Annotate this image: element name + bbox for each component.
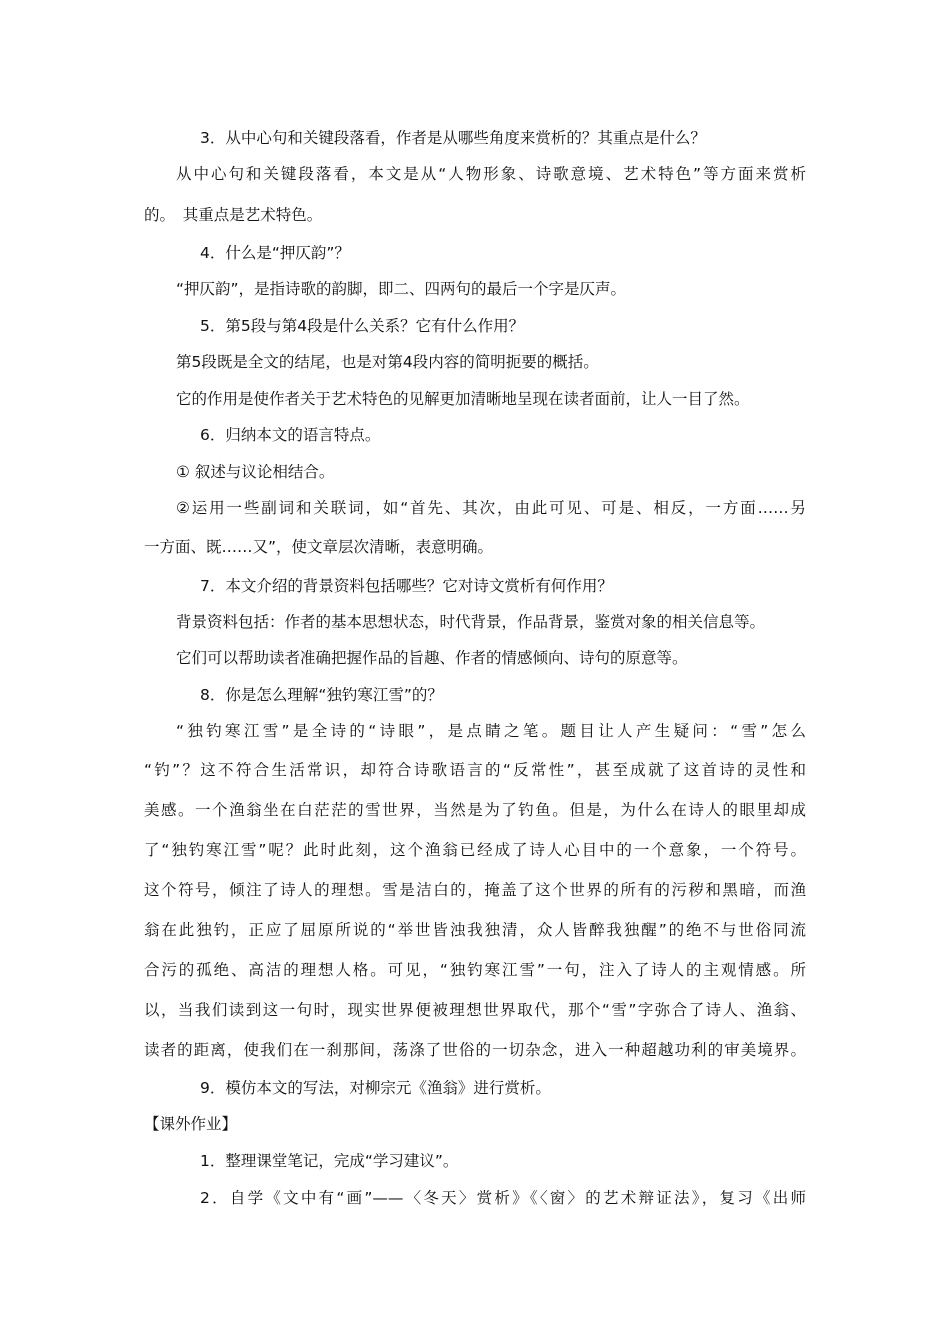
question-8: 8．你是怎么理解“独钓寒江雪”的？: [200, 686, 443, 704]
answer-6-point-2-line-1: ②运用一些副词和关联词，如“首先、其次，由此可见、可是、相反，一方面……另: [176, 499, 806, 517]
answer-6-point-2-line-2: 一方面、既……又”，使文章层次清晰，表意明确。: [144, 538, 494, 556]
answer-8-line-7: 合污的孤绝、高洁的理想人格。可见，“独钓寒江雪”一句，注入了诗人的主观情感。所: [144, 961, 806, 979]
answer-4: “押仄韵”，是指诗歌的韵脚，即二、四两句的最后一个字是仄声。: [176, 280, 627, 298]
answer-6-point-1: ① 叙述与议论相结合。: [176, 463, 335, 481]
section-heading-homework: 【课外作业】: [144, 1115, 238, 1133]
question-9: 9．模仿本文的写法，对柳宗元《渔翁》进行赏析。: [200, 1079, 551, 1097]
answer-7-line-1: 背景资料包括：作者的基本思想状态，时代背景，作品背景，鉴赏对象的相关信息等。: [176, 613, 766, 631]
question-4: 4．什么是“押仄韵”？: [200, 244, 350, 262]
answer-8-line-5: 这个符号，倾注了诗人的理想。雪是洁白的，掩盖了这个世界的所有的污秽和黑暗，而渔: [144, 881, 806, 899]
question-3: 3．从中心句和关键段落看，作者是从哪些角度来赏析的？其重点是什么？: [200, 129, 706, 147]
answer-3-line-1: 从中心句和关键段落看，本文是从“人物形象、诗歌意境、艺术特色”等方面来赏析: [176, 165, 806, 183]
question-7: 7．本文介绍的背景资料包括哪些？它对诗文赏析有何作用？: [200, 577, 613, 595]
answer-8-line-6: 翁在此独钓，正应了屈原所说的“举世皆浊我独清，众人皆醉我独醒”的绝不与世俗同流: [144, 921, 806, 939]
answer-5-line-1: 第5段既是全文的结尾，也是对第4段内容的简明扼要的概括。: [176, 353, 599, 371]
question-6: 6．归纳本文的语言特点。: [200, 426, 381, 444]
answer-7-line-2: 它们可以帮助读者准确把握作品的旨趣、作者的情感倾向、诗句的原意等。: [176, 649, 688, 667]
answer-8-line-1: “独钓寒江雪”是全诗的“诗眼”，是点睛之笔。题目让人产生疑问：“雪”怎么: [176, 722, 806, 740]
homework-item-2: 2．自学《文中有“画”——〈冬天〉赏析》《〈窗〉的艺术辩证法》，复习《出师: [200, 1189, 806, 1207]
question-5: 5．第5段与第4段是什么关系？它有什么作用？: [200, 317, 525, 335]
answer-5-line-2: 它的作用是使作者关于艺术特色的见解更加清晰地呈现在读者面前，让人一目了然。: [176, 390, 750, 408]
answer-8-line-8: 以，当我们读到这一句时，现实世界便被理想世界取代，那个“雪”字弥合了诗人、渔翁、: [144, 1001, 806, 1019]
answer-8-line-4: 了“独钓寒江雪”呢？此时此刻，这个渔翁已经成了诗人心目中的一个意象，一个符号。: [144, 841, 806, 859]
answer-3-line-2: 的。 其重点是艺术特色。: [144, 206, 323, 224]
answer-8-line-3: 美感。一个渔翁坐在白茫茫的雪世界，当然是为了钓鱼。但是，为什么在诗人的眼里却成: [144, 801, 806, 819]
answer-8-line-9: 读者的距离，使我们在一刹那间，荡涤了世俗的一切杂念，进入一种超越功利的审美境界。: [144, 1041, 806, 1059]
answer-8-line-2: “钓”？这不符合生活常识，却符合诗歌语言的“反常性”，甚至成就了这首诗的灵性和: [144, 761, 806, 779]
homework-item-1: 1．整理课堂笔记，完成“学习建议”。: [200, 1152, 459, 1170]
